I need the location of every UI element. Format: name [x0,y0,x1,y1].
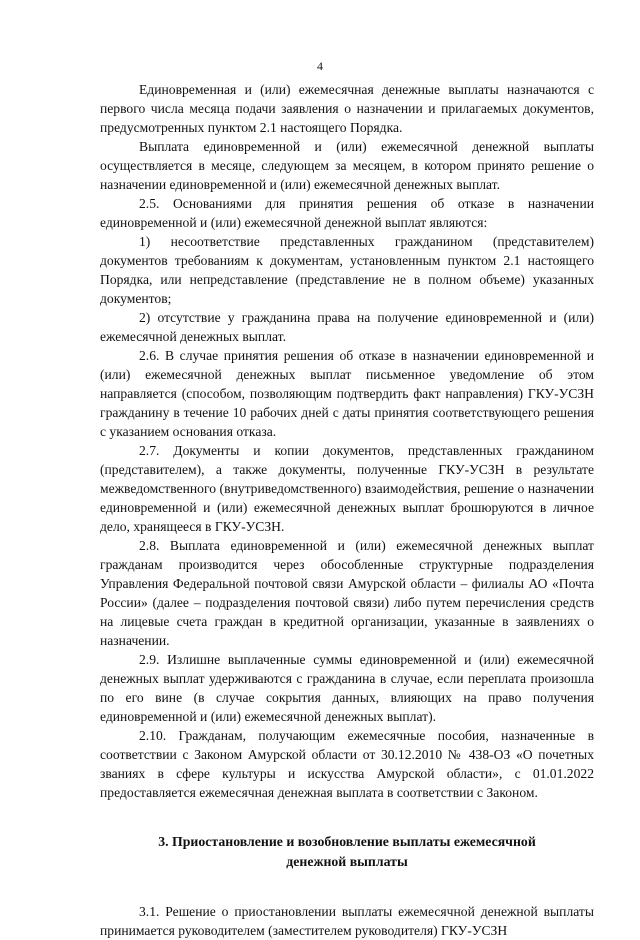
paragraph-refusal-ground-2: 2) отсутствие у гражданина права на получение единовременной и (или) ежемесячной денежных выплат. [100,310,594,344]
paragraph-2-10-monthly-allowance: 2.10. Гражданам, получающим ежемесячные пособия, назначенные в соответствии с Законом Амурской области от 30.12.2010 № 438-ОЗ «О почетных званиях в сфере культуры и искусства Амурской области», с 01.01.2022 предоставляется ежемесячная денежная выплата в соответствии с Законом. [100,728,594,800]
section-3-heading [100,832,594,872]
paragraph-2-5-refusal-grounds: 2.5. Основаниями для принятия решения об отказе в назначении единовременной и (или) ежемесячной денежной выплат являются: [100,196,594,230]
page-number: 4 [317,59,323,73]
paragraph-refusal-ground-1: 1) несоответствие представленных гражданином (представителем) документов требованиям к документам, установленным пунктом 2.1 настоящего Порядка, или непредставление (представление не в полном объеме) указанных документов; [100,234,594,306]
document-body [100,80,594,940]
section-3-heading-line-1: 3. Приостановление и возобновление выплаты ежемесячной [158,834,536,849]
paragraph-2-6-notification: 2.6. В случае принятия решения об отказе в назначении единовременной и (или) ежемесячной денежных выплат письменное уведомление об этом направляется (способом, позволяющим подтвердить факт направления) ГКУ-УСЗН гражданину в течение 10 рабочих дней с даты принятия соответствующего решения с указанием основания отказа. [100,348,594,439]
paragraph-payment-month: Выплата единовременной и (или) ежемесячной денежной выплаты осуществляется в месяце, следующем за месяцем, в котором принято решение о назначении единовременной и (или) ежемесячной денежных выплат. [100,139,594,192]
paragraph-2-8-payment-method: 2.8. Выплата единовременной и (или) ежемесячной денежных выплат гражданам производится через обособленные структурные подразделения Управления Федеральной почтовой связи Амурской области – филиалы АО «Почта России» (далее – подразделения почтовой связи) либо путем перечисления средств на лицевые счета граждан в кредитной организации, указанные в заявлениях о назначении. [100,538,594,648]
paragraph-3-1-suspension-decision: 3.1. Решение о приостановлении выплаты ежемесячной денежной выплаты принимается руководителем (заместителем руководителя) ГКУ-УСЗН [100,904,594,938]
paragraph-assignment-date: Единовременная и (или) ежемесячная денежные выплаты назначаются с первого числа месяца подачи заявления о назначении и прилагаемых документов, предусмотренных пунктом 2.1 настоящего Порядка. [100,82,594,135]
section-3-heading-line-2: денежной выплаты [286,854,408,869]
paragraph-2-9-overpayment: 2.9. Излишне выплаченные суммы единовременной и (или) ежемесячной денежных выплат удерживаются с гражданина в случае, если переплата произошла по его вине (в случае сокрытия данных, влияющих на право получения единовременной и (или) ежемесячной денежных выплат). [100,652,594,724]
paragraph-2-7-personal-file: 2.7. Документы и копии документов, представленных гражданином (представителем), а также документы, полученные ГКУ-УСЗН в результате межведомственного (внутриведомственного) взаимодействия, решение о назначении единовременной и (или) ежемесячной денежных выплат брошюруются в личное дело, хранящееся в ГКУ-УСЗН. [100,443,594,534]
